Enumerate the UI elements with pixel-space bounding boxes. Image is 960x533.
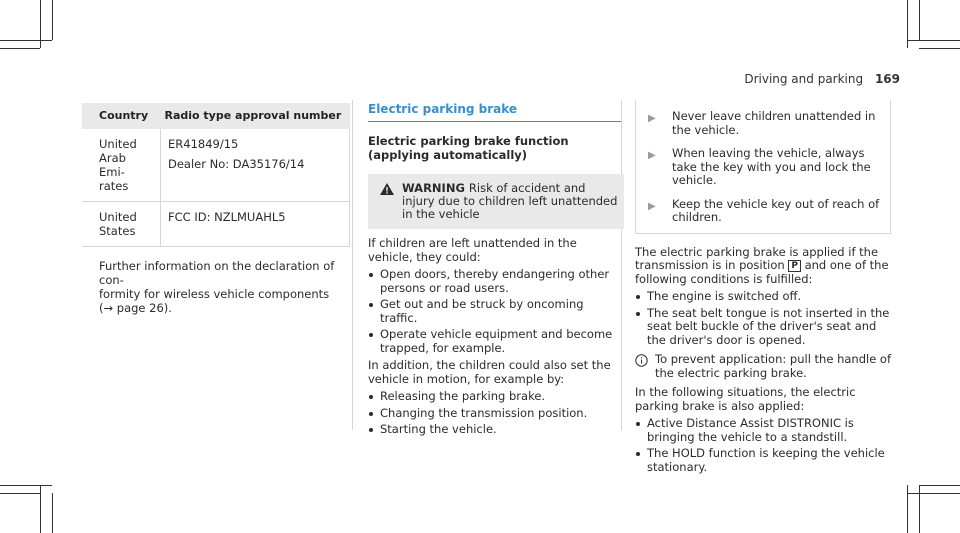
list-item: Changing the transmission position. [368,407,620,421]
approval-table [82,103,350,247]
crop-mark [919,48,960,49]
instruction-box [635,100,891,234]
header-country: Country [82,103,161,129]
tip-note [635,353,895,380]
instruction-text: Keep the vehicle key out of reach of children. [672,196,880,224]
crop-mark [908,493,960,494]
applied-section [635,246,895,475]
list-item: Active Distance Assist DISTRONIC is bringing the vehicle to a standstill. [635,417,895,444]
following-text: In the following situations, the electric parking brake is also applied: [635,385,856,413]
instruction-text: When leaving the vehicle, always take the key with you and lock the vehicle. [672,146,871,187]
cell-approval-number [161,202,350,247]
arrow-right-icon: ▶ [648,150,656,161]
crop-mark [0,493,40,494]
crop-mark [908,40,960,41]
section-title: Electric parking brake [368,100,621,122]
intro-text: If children are left unattended in the vehicle, they could: [368,236,577,264]
page-header [744,72,900,86]
arrow-right-icon: ▶ [648,200,656,212]
warning-header [368,182,620,221]
applied-before: The electric parking brake is applied if the transmission is in position [635,244,879,272]
crop-mark [0,485,52,486]
page-number: 169 [874,72,900,86]
crop-mark [919,485,920,533]
approval-number: ER41849/15 [168,137,239,151]
column-right [635,100,895,477]
applied-after: and one of the following conditions is fulfilled: [635,258,889,286]
list-item: Releasing the parking brake. [368,390,620,404]
conditions-list [635,290,895,347]
situations-list [635,417,895,474]
table-row [82,129,350,202]
note-line: formity for wireless vehicle components [99,287,330,301]
crop-mark [52,493,53,533]
tip-text: To prevent application: pull the handle of the electric parking brake. [655,352,892,380]
country-line: United [99,137,137,151]
country-line: States [99,224,136,238]
column-left [82,103,350,315]
country-line: United [99,210,137,224]
warning-box [368,174,624,229]
country-line: Arab Emi- [99,151,126,179]
warning-text [402,182,620,221]
crop-mark [40,485,41,533]
note-line: Further information on the declaration of con- [99,259,335,287]
crop-mark [0,48,40,49]
table-row [82,202,350,247]
subsection-title: Electric parking brake function (applying automatically) [368,134,569,162]
crop-mark [920,485,960,486]
list-item: Operate vehicle equipment and become trapped, for example. [368,328,620,355]
arrow-right-icon: ▶ [648,113,656,124]
list-item: Get out and be struck by oncoming traffic. [368,298,620,325]
list-item: The engine is switched off. [635,290,895,304]
page-reference-link[interactable]: (→ page 26). [99,301,172,315]
country-line: rates [99,179,129,193]
warning-triangle-icon [380,182,402,221]
crop-mark [0,40,52,41]
list-item: Open doors, thereby endangering other persons or road users. [368,268,620,295]
fcc-id: FCC ID: NZLMUAHL5 [168,210,286,224]
crop-mark [919,0,920,40]
warning-message: Risk of accident and injury due to children left unattended in the vehicle [402,181,618,221]
crop-mark [52,0,53,40]
cell-country [82,129,161,202]
cell-country [82,202,161,247]
instruction-item [644,147,882,188]
warning-body [368,237,620,437]
warning-label: WARNING [402,181,465,195]
addition-text: In addition, the children could also set the vehicle in motion, for example by: [368,358,611,386]
instruction-item [644,198,882,225]
instruction-item [644,110,882,137]
table-header-row [82,103,350,129]
applied-text [635,246,895,287]
conformity-note [82,259,350,315]
header-section: Driving and parking [744,72,864,86]
list-item: Starting the vehicle. [368,423,620,437]
list-item: The seat belt tongue is not inserted in the seat belt buckle of the driver's seat and the driver's door is opened. [635,307,895,348]
dealer-number: Dealer No: DA35176/14 [168,157,305,171]
instruction-text: Never leave children unattended in the vehicle. [672,109,876,137]
could-list [368,268,620,355]
list-item: The HOLD function is keeping the vehicle stationary. [635,447,895,474]
column-middle [352,100,622,436]
header-approval-number: Radio type approval number [161,103,350,129]
motion-list [368,390,620,437]
info-icon [635,353,655,380]
cell-approval-number [161,129,350,202]
park-position-icon: P [788,260,801,272]
